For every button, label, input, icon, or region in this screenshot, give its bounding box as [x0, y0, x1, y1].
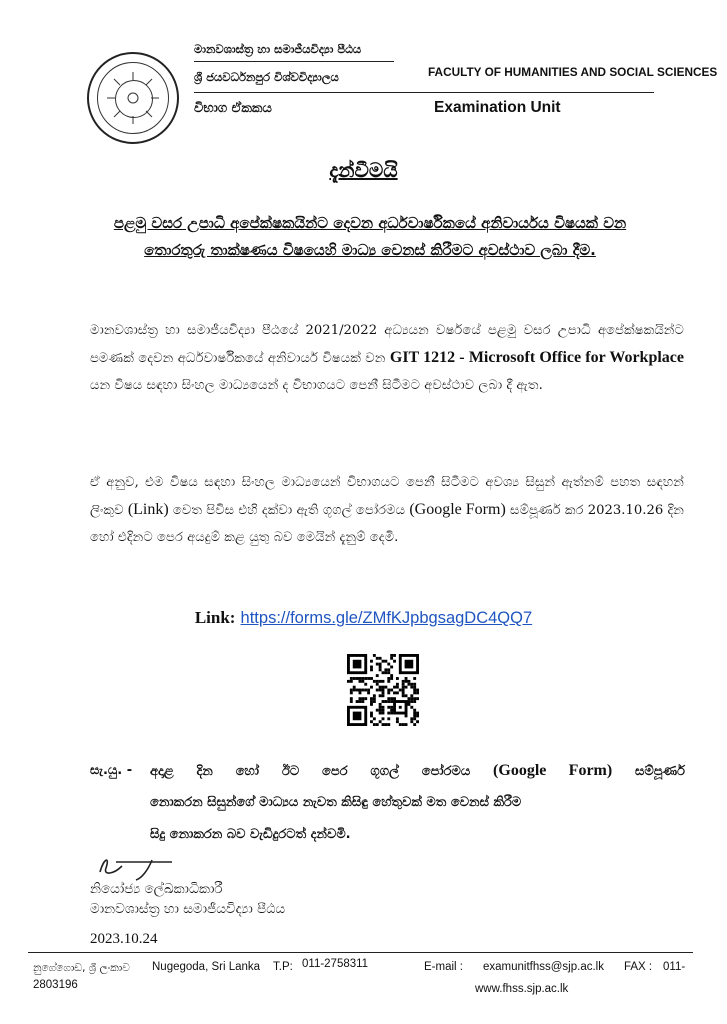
qr-code: [347, 654, 419, 726]
header-unit-en: Examination Unit: [434, 99, 561, 116]
note-line-1: අදාළ දින හෝ ඊට පෙර ගූගල් පෝරමය (Google Form) සම්පූර්ණ: [150, 762, 685, 779]
link-label: Link:: [194, 608, 236, 627]
footer-location-en: Nugegoda, Sri Lanka: [152, 961, 261, 973]
link-row: [0, 608, 727, 628]
university-seal: [87, 52, 179, 144]
header-rule: [194, 92, 654, 93]
footer-location-si: නුගේගොඩ, ශ්‍රී ලංකාව: [33, 962, 130, 974]
header-divider: [194, 61, 394, 62]
footer-fax-value-cont: 2803196: [33, 979, 78, 991]
footer-fax-value: 011-: [663, 961, 686, 973]
signature-date: 2023.10.24: [90, 931, 158, 947]
note-line-3: සිදු නොකරන බව වැඩිදුරටත් දන්වමි.: [150, 827, 351, 842]
footer-tp-value: 011-2758311: [302, 958, 369, 970]
notice-title: දැන්වීමයි: [329, 158, 398, 182]
signatory-title: නියෝජ්‍ය ලේඛකාධිකාරී: [90, 881, 223, 897]
footer-email-value[interactable]: examunitfhss@sjp.ac.lk: [483, 961, 604, 973]
header-faculty-si: මානවශාස්ත්‍ර හා සමාජීයවිද්‍යා පීඨය: [194, 42, 362, 56]
footer-email-label: E-mail :: [424, 961, 463, 973]
footer-tp-label: T.P:: [273, 961, 293, 973]
header-unit-si: විභාග ඒකකය: [194, 101, 272, 116]
footer-fax-label: FAX :: [624, 961, 653, 973]
note-line-2: නොකරන සිසුන්ගේ මාධ්‍යය නැවත කිසිඳු හේතුවක් මත වෙනස් කිරීම: [150, 795, 522, 810]
course-code: GIT 1212 - Microsoft Office for Workplace: [389, 349, 684, 366]
paragraph-1: මානවශාස්ත්‍ර හා සමාජීයවිද්‍යා පීඨයේ 2021/2022 අධ්‍යයන වර්ෂයේ පළමු වසර උපාධි අපේක්ෂකයින්ට පමණක් දෙවන අර්ධවාර්ෂිකයේ අනිවාර්ය විෂයක් වන GIT 1212 - Microsoft Office for Workplace යන විෂය සඳහා සිංහල මාධ්‍යයෙන් ද විභාගයට පෙනී සිටීමට අවස්ථාව ලබා දී ඇත.: [90, 323, 684, 393]
note-prefix: සැ.යු. -: [90, 763, 133, 778]
footer-rule: [28, 952, 693, 953]
google-form-link[interactable]: https://forms.gle/ZMfKJpbgsagDC4QQ7: [240, 609, 533, 627]
notice-subject: පළමු වසර උපාධි අපේක්ෂකයින්ට දෙවන අර්ධවාර්ෂිකයේ අනිවාර්යය විෂයක් වන තොරතුරු තාක්ෂණය විෂයෙහි මාධ්‍ය වෙනස් කිරීමට අවස්ථාව ලබා දීම.: [113, 214, 627, 259]
paragraph-2: ඒ අනුව, එම විෂය සඳහා සිංහල මාධ්‍යයෙන් විභාගයට පෙනී සිටීමට අවශ්‍ය සිසුන් ඇත්නම් පහත සඳහන් ලිංකුව (Link) වෙත පිවිස එහි දක්වා ඇති ගූගල් පෝරමය (Google Form) සම්පූර්ණ කර 2023.10.26 දින හෝ එදිනට පෙර අයදුම් කළ යුතු බව මෙයින් දැනුම් දෙමි.: [90, 475, 685, 545]
header-university-si: ශ්‍රී ජයවර්ධනපුර විශ්වවිද්‍යාලය: [194, 70, 339, 84]
header-faculty-en: FACULTY OF HUMANITIES AND SOCIAL SCIENCES: [428, 65, 718, 79]
signatory-faculty: මානවශාස්ත්‍ර හා සමාජීයවිද්‍යා පීඨය: [90, 901, 286, 917]
footer-website[interactable]: www.fhss.sjp.ac.lk: [475, 983, 569, 995]
handwritten-signature: [92, 848, 182, 884]
